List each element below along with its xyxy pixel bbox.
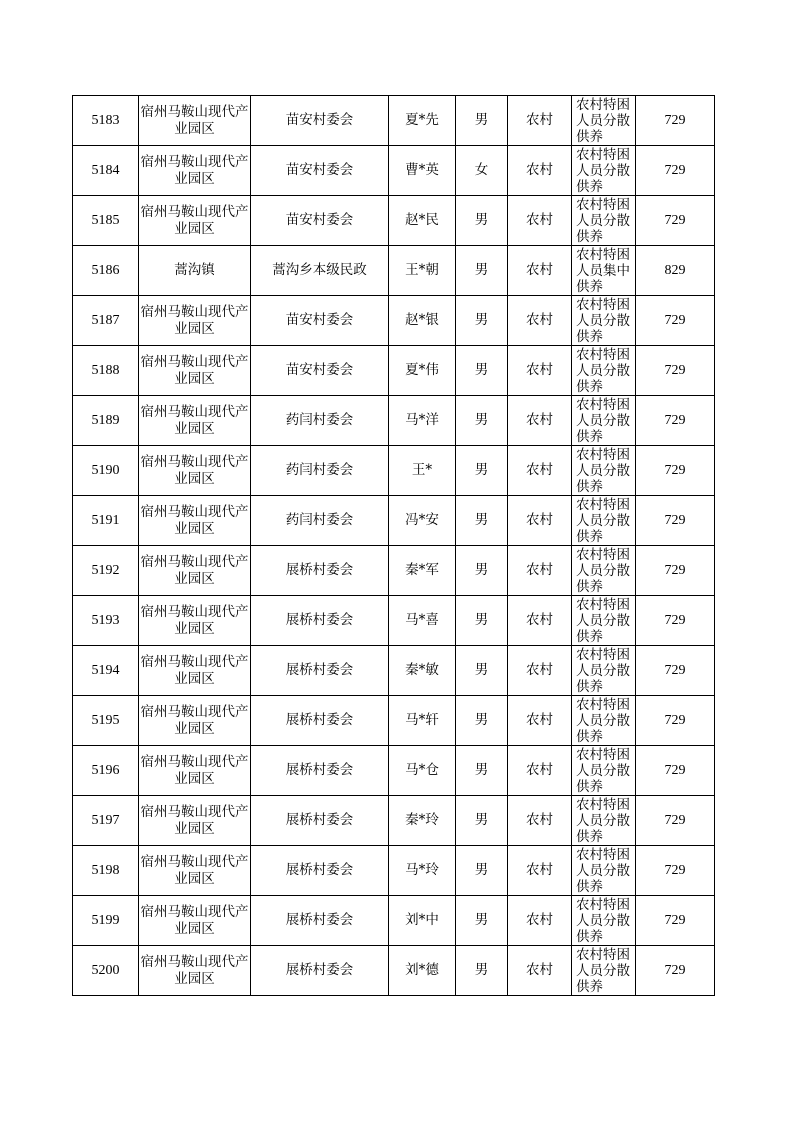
amount-cell: 729: [636, 146, 715, 196]
name-cell: 秦*军: [389, 546, 456, 596]
residence-type-cell: 农村: [508, 746, 572, 796]
table-row: [73, 546, 715, 596]
table-row: [73, 496, 715, 546]
area-cell: 蒿沟镇: [139, 246, 251, 296]
area-cell: 宿州马鞍山现代产业园区: [139, 896, 251, 946]
gender-cell: 男: [456, 346, 508, 396]
committee-cell: 展桥村委会: [251, 846, 389, 896]
area-cell: 宿州马鞍山现代产业园区: [139, 646, 251, 696]
support-category-cell: 农村特困人员分散供养: [572, 296, 636, 346]
amount-cell: 729: [636, 296, 715, 346]
residence-type-cell: 农村: [508, 646, 572, 696]
serial-number-cell: 5193: [73, 596, 139, 646]
beneficiary-table: [72, 95, 715, 996]
support-category-cell: 农村特困人员分散供养: [572, 346, 636, 396]
name-cell: 马*仓: [389, 746, 456, 796]
serial-number-cell: 5187: [73, 296, 139, 346]
support-category-cell: 农村特困人员分散供养: [572, 846, 636, 896]
name-cell: 秦*玲: [389, 796, 456, 846]
table-row: [73, 846, 715, 896]
residence-type-cell: 农村: [508, 946, 572, 996]
name-cell: 秦*敏: [389, 646, 456, 696]
committee-cell: 蒿沟乡本级民政: [251, 246, 389, 296]
area-cell: 宿州马鞍山现代产业园区: [139, 746, 251, 796]
serial-number-cell: 5191: [73, 496, 139, 546]
table-row: [73, 896, 715, 946]
residence-type-cell: 农村: [508, 196, 572, 246]
gender-cell: 男: [456, 296, 508, 346]
gender-cell: 男: [456, 396, 508, 446]
serial-number-cell: 5185: [73, 196, 139, 246]
amount-cell: 729: [636, 846, 715, 896]
residence-type-cell: 农村: [508, 496, 572, 546]
area-cell: 宿州马鞍山现代产业园区: [139, 846, 251, 896]
name-cell: 刘*德: [389, 946, 456, 996]
serial-number-cell: 5186: [73, 246, 139, 296]
serial-number-cell: 5195: [73, 696, 139, 746]
support-category-cell: 农村特困人员分散供养: [572, 796, 636, 846]
residence-type-cell: 农村: [508, 296, 572, 346]
table-row: [73, 696, 715, 746]
residence-type-cell: 农村: [508, 446, 572, 496]
table-row: [73, 196, 715, 246]
name-cell: 赵*银: [389, 296, 456, 346]
committee-cell: 药闫村委会: [251, 496, 389, 546]
name-cell: 王*朝: [389, 246, 456, 296]
serial-number-cell: 5199: [73, 896, 139, 946]
support-category-cell: 农村特困人员分散供养: [572, 646, 636, 696]
table-row: [73, 396, 715, 446]
support-category-cell: 农村特困人员分散供养: [572, 396, 636, 446]
committee-cell: 展桥村委会: [251, 896, 389, 946]
gender-cell: 男: [456, 446, 508, 496]
serial-number-cell: 5183: [73, 96, 139, 146]
support-category-cell: 农村特困人员分散供养: [572, 96, 636, 146]
residence-type-cell: 农村: [508, 696, 572, 746]
area-cell: 宿州马鞍山现代产业园区: [139, 946, 251, 996]
support-category-cell: 农村特困人员分散供养: [572, 446, 636, 496]
table-row: [73, 296, 715, 346]
gender-cell: 男: [456, 646, 508, 696]
area-cell: 宿州马鞍山现代产业园区: [139, 546, 251, 596]
committee-cell: 药闫村委会: [251, 446, 389, 496]
table-row: [73, 746, 715, 796]
amount-cell: 729: [636, 196, 715, 246]
amount-cell: 829: [636, 246, 715, 296]
residence-type-cell: 农村: [508, 896, 572, 946]
support-category-cell: 农村特困人员分散供养: [572, 596, 636, 646]
committee-cell: 展桥村委会: [251, 696, 389, 746]
committee-cell: 苗安村委会: [251, 296, 389, 346]
area-cell: 宿州马鞍山现代产业园区: [139, 396, 251, 446]
name-cell: 夏*伟: [389, 346, 456, 396]
table-row: [73, 146, 715, 196]
support-category-cell: 农村特困人员分散供养: [572, 146, 636, 196]
gender-cell: 女: [456, 146, 508, 196]
area-cell: 宿州马鞍山现代产业园区: [139, 446, 251, 496]
name-cell: 赵*民: [389, 196, 456, 246]
area-cell: 宿州马鞍山现代产业园区: [139, 596, 251, 646]
committee-cell: 展桥村委会: [251, 746, 389, 796]
name-cell: 夏*先: [389, 96, 456, 146]
table-row: [73, 596, 715, 646]
committee-cell: 苗安村委会: [251, 346, 389, 396]
amount-cell: 729: [636, 646, 715, 696]
name-cell: 曹*英: [389, 146, 456, 196]
support-category-cell: 农村特困人员分散供养: [572, 546, 636, 596]
committee-cell: 苗安村委会: [251, 196, 389, 246]
serial-number-cell: 5190: [73, 446, 139, 496]
support-category-cell: 农村特困人员分散供养: [572, 496, 636, 546]
serial-number-cell: 5188: [73, 346, 139, 396]
amount-cell: 729: [636, 596, 715, 646]
table-body: [73, 96, 715, 996]
gender-cell: 男: [456, 946, 508, 996]
residence-type-cell: 农村: [508, 796, 572, 846]
serial-number-cell: 5184: [73, 146, 139, 196]
serial-number-cell: 5192: [73, 546, 139, 596]
gender-cell: 男: [456, 846, 508, 896]
table-row: [73, 446, 715, 496]
gender-cell: 男: [456, 796, 508, 846]
committee-cell: 苗安村委会: [251, 96, 389, 146]
support-category-cell: 农村特困人员分散供养: [572, 946, 636, 996]
name-cell: 王*: [389, 446, 456, 496]
residence-type-cell: 农村: [508, 396, 572, 446]
name-cell: 马*洋: [389, 396, 456, 446]
serial-number-cell: 5200: [73, 946, 139, 996]
area-cell: 宿州马鞍山现代产业园区: [139, 96, 251, 146]
name-cell: 马*玲: [389, 846, 456, 896]
area-cell: 宿州马鞍山现代产业园区: [139, 796, 251, 846]
amount-cell: 729: [636, 746, 715, 796]
serial-number-cell: 5189: [73, 396, 139, 446]
support-category-cell: 农村特困人员分散供养: [572, 696, 636, 746]
residence-type-cell: 农村: [508, 146, 572, 196]
table-row: [73, 946, 715, 996]
amount-cell: 729: [636, 546, 715, 596]
gender-cell: 男: [456, 896, 508, 946]
committee-cell: 展桥村委会: [251, 796, 389, 846]
amount-cell: 729: [636, 496, 715, 546]
gender-cell: 男: [456, 196, 508, 246]
support-category-cell: 农村特困人员分散供养: [572, 746, 636, 796]
area-cell: 宿州马鞍山现代产业园区: [139, 346, 251, 396]
amount-cell: 729: [636, 346, 715, 396]
table-row: [73, 346, 715, 396]
committee-cell: 展桥村委会: [251, 646, 389, 696]
committee-cell: 药闫村委会: [251, 396, 389, 446]
committee-cell: 展桥村委会: [251, 546, 389, 596]
area-cell: 宿州马鞍山现代产业园区: [139, 496, 251, 546]
gender-cell: 男: [456, 246, 508, 296]
gender-cell: 男: [456, 96, 508, 146]
name-cell: 刘*中: [389, 896, 456, 946]
amount-cell: 729: [636, 696, 715, 746]
residence-type-cell: 农村: [508, 846, 572, 896]
residence-type-cell: 农村: [508, 546, 572, 596]
committee-cell: 展桥村委会: [251, 946, 389, 996]
amount-cell: 729: [636, 796, 715, 846]
support-category-cell: 农村特困人员分散供养: [572, 896, 636, 946]
residence-type-cell: 农村: [508, 246, 572, 296]
area-cell: 宿州马鞍山现代产业园区: [139, 296, 251, 346]
residence-type-cell: 农村: [508, 596, 572, 646]
name-cell: 马*轩: [389, 696, 456, 746]
table-row: [73, 796, 715, 846]
name-cell: 冯*安: [389, 496, 456, 546]
name-cell: 马*喜: [389, 596, 456, 646]
table-row: [73, 96, 715, 146]
gender-cell: 男: [456, 696, 508, 746]
serial-number-cell: 5196: [73, 746, 139, 796]
committee-cell: 展桥村委会: [251, 596, 389, 646]
amount-cell: 729: [636, 396, 715, 446]
serial-number-cell: 5194: [73, 646, 139, 696]
table-row: [73, 646, 715, 696]
amount-cell: 729: [636, 896, 715, 946]
committee-cell: 苗安村委会: [251, 146, 389, 196]
amount-cell: 729: [636, 96, 715, 146]
table-row: [73, 246, 715, 296]
area-cell: 宿州马鞍山现代产业园区: [139, 146, 251, 196]
amount-cell: 729: [636, 446, 715, 496]
gender-cell: 男: [456, 546, 508, 596]
area-cell: 宿州马鞍山现代产业园区: [139, 196, 251, 246]
gender-cell: 男: [456, 496, 508, 546]
support-category-cell: 农村特困人员分散供养: [572, 196, 636, 246]
residence-type-cell: 农村: [508, 96, 572, 146]
gender-cell: 男: [456, 596, 508, 646]
residence-type-cell: 农村: [508, 346, 572, 396]
amount-cell: 729: [636, 946, 715, 996]
area-cell: 宿州马鞍山现代产业园区: [139, 696, 251, 746]
serial-number-cell: 5197: [73, 796, 139, 846]
support-category-cell: 农村特困人员集中供养: [572, 246, 636, 296]
serial-number-cell: 5198: [73, 846, 139, 896]
gender-cell: 男: [456, 746, 508, 796]
